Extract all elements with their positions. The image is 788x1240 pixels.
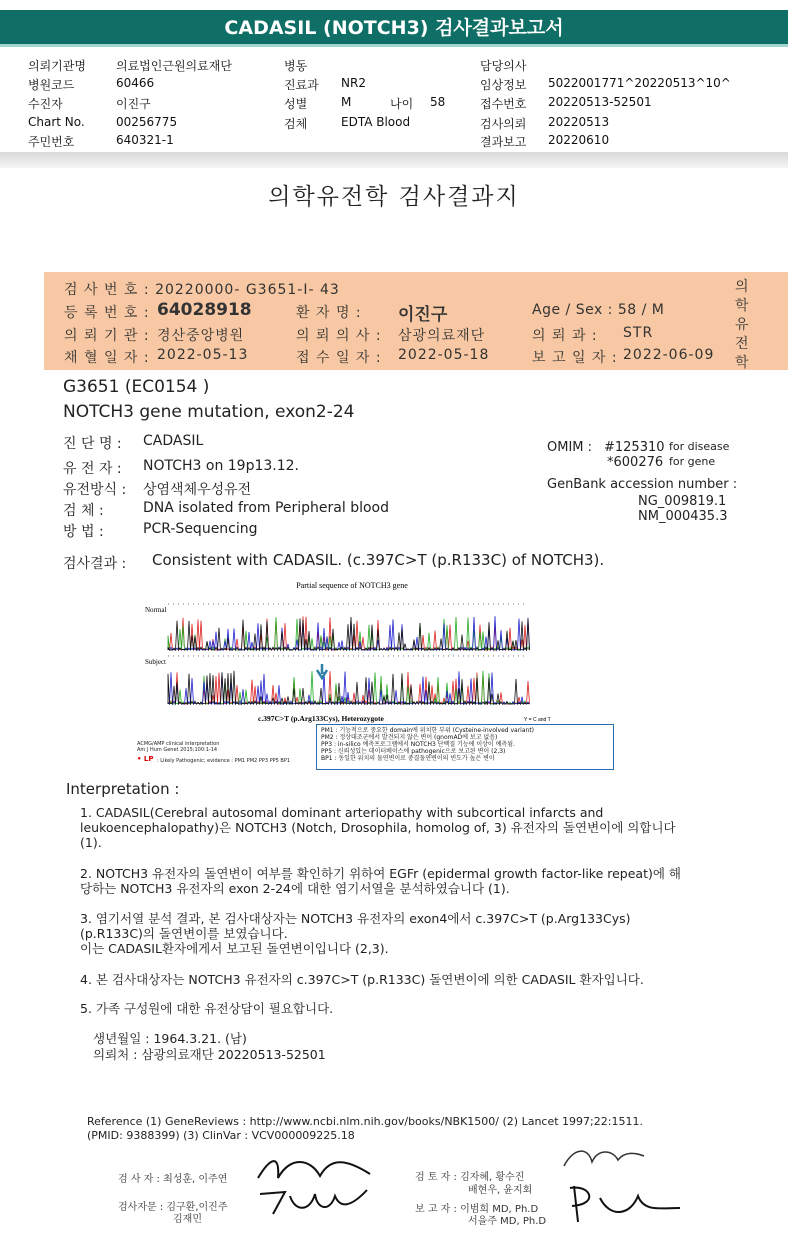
interp-line: 2. NOTCH3 유전자의 돌연변이 여부를 확인하기 위하여 EGFr (epidermal growth factor-like repeat)에 해 [80,866,681,881]
reviewer-2: 배현우, 윤지회 [468,1185,533,1196]
variant-label: c.397C>T (p.Arg133Cys), Heterozygote [258,714,384,723]
consultant-2: 김재민 [173,1214,202,1225]
omim-label: OMIM : [547,440,593,455]
evidence-item: PM2 : 정상대조군에서 발견되지 않은 변이 (gnomAD에 보고 없음) [321,734,498,741]
hospital-label: 의뢰기관명 [28,59,86,73]
code-value: 60466 [116,76,155,90]
vertical-side-label [735,278,749,373]
gene-value: NOTCH3 on 19p13.12. [143,458,300,474]
evidence-item: PP5 : 신뢰성있는 데이터베이스에 pathogenic으로 보고된 변이 (2,3) [321,748,506,755]
result-value: Consistent with CADASIL. (c.397C>T (p.R133C) of NOTCH3). [152,551,605,569]
yct-label: Y = C and T [524,717,551,723]
acmg-label: ACMG/AMP clinical interpretation [137,741,220,747]
age-value: 58 [430,95,446,109]
omim-gene: *600276 [607,455,664,470]
physician-label: 의 뢰 의 사 : [296,328,382,344]
clinical-value: 5022001771^20220513^10^ [548,76,731,90]
specimen-value: EDTA Blood [341,115,411,129]
interp-line: 당하는 NOTCH3 유전자의 exon 2-24에 대한 염기서열을 분석하였습니다 (1). [80,881,510,896]
department-value: STR [623,325,654,341]
consultant: 검사자문 : 김구환,이진주 [118,1202,228,1213]
interp-line: 3. 염기서열 분석 결과, 본 검사대상자는 NOTCH3 유전자의 exon4에서 c.397C>T (p.Arg133Cys) [80,911,631,926]
evidence-item: PM1 : 기능적으로 중요한 domain에 위치한 부위 (Cysteine-involved variant) [321,727,535,734]
interpretation-p1 [80,805,676,850]
receive-date-value: 2022-05-18 [398,347,490,363]
omim-disease: #125310 [604,440,665,455]
draw-date-label: 채 혈 일 자 : [64,350,150,366]
ssn-label: 주민번호 [28,135,75,149]
omim-gene-note: for gene [669,455,716,468]
genbank-nm: NM_000435.3 [638,509,728,524]
reporter: 보 고 자 : 이범희 MD, Ph.D [415,1204,539,1215]
side-char: 학 [735,355,749,371]
side-char: 유 [735,317,749,333]
interp-line: 1. CADASIL(Cerebral autosomal dominant arteriopathy with subcortical infarcts and [80,805,604,820]
reporter-signature [560,1178,690,1226]
dept-label: 진료과 [284,78,319,92]
receipt-value: 20220513-52501 [548,95,652,109]
chart-label: Chart No. [28,115,85,129]
interp-line: (p.R133C)의 돌연변이를 보였습니다. [80,926,288,941]
side-char: 학 [735,298,749,314]
reg-value: 64028918 [157,300,252,320]
report-title-bar [0,10,788,47]
omim-disease-note: for disease [669,440,730,453]
request-label: 검사의뢰 [480,117,527,131]
document-title: 의학유전학 검사결과지 [268,184,520,210]
reference-line: (PMID: 9388399) (3) ClinVar : VCV000009225.18 [87,1129,355,1142]
consultant-signature [255,1182,375,1220]
evidence-item: PP3 : in-silico 예측프로그램에서 NOTCH3 단백질 기능에 이상이 예측됨. [321,741,515,748]
chart-value: 00256775 [116,115,178,129]
patient-value: 이진구 [116,97,151,111]
physician-value: 삼광의료재단 [398,328,486,344]
department-label: 의 뢰 과 : [532,328,598,344]
test-code: G3651 (EC0154 ) [63,377,210,397]
interp-line: leukoencephalopathy)은 NOTCH3 (Notch, Drosophila, homolog of, 3) 유전자의 돌연변이에 의합니다 [80,820,676,835]
interpretation-title: Interpretation : [66,780,180,798]
method-label: 방 법 : [63,524,104,540]
subject-label: Subject [145,658,166,666]
result-label: 검사결과 : [63,556,127,572]
institution-label: 의 뢰 기 관 : [64,328,150,344]
gene-label: 유 전 자 : [63,461,122,477]
interpretation-p3 [80,911,631,956]
sample-label: 검 체 : [63,503,104,519]
interpretation-p5: 5. 가족 구성원에 대한 유전상담이 필요합니다. [80,1001,334,1016]
dept-value: NR2 [341,76,366,90]
subject-trace [168,671,530,704]
reg-label: 등 록 번 호 : [64,305,150,321]
clinical-label: 임상정보 [480,78,527,92]
acmg-ref: Am J Hum Genet 2015;100:1-14 [137,747,218,753]
ssn-value: 640321-1 [116,133,174,147]
receipt-label: 접수번호 [480,97,527,111]
normal-trace [168,616,530,650]
age-label: 나이 [390,97,414,111]
genbank-label: GenBank accession number : [547,477,738,492]
genbank-ng: NG_009819.1 [638,494,727,509]
interpretation-p4: 4. 본 검사대상자는 NOTCH3 유전자의 c.397C>T (p.R133C) 돌연변이에 의한 CADASIL 환자입니다. [80,972,644,987]
report-date-value: 2022-06-09 [623,347,715,363]
result-date-value: 20220610 [548,133,610,147]
inheritance-label: 유전방식 : [63,482,127,498]
side-char: 의 [735,279,749,295]
report-date-label: 보 고 일 자 : [532,350,618,366]
arrow-down-icon [317,664,327,678]
lp-label: • LP [137,755,154,763]
specimen-label: 검체 [284,117,308,131]
diagnosis-label: 진 단 명 : [63,436,122,452]
ward-label: 병동 [284,59,308,73]
reviewer: 검 토 자 : 김자혜, 황수진 [415,1172,525,1183]
patient-name-label: 환 자 명 : [296,305,362,321]
divider-bar [0,152,788,168]
evidence-item: BP1 : 동일한 위치의 돌연변이로 중결돌연변이의 빈도가 높은 변이 [321,755,495,762]
normal-label: Normal [145,606,167,614]
interpretation-p2 [80,866,681,896]
sample-value: DNA isolated from Peripheral blood [143,500,390,516]
method-value: PCR-Sequencing [143,521,258,537]
acmg-evidence-box [316,724,614,770]
reporter-2: 서을주 MD, Ph.D [468,1216,547,1227]
code-label: 병원코드 [28,78,75,92]
figure-title: Partial sequence of NOTCH3 gene [296,581,408,590]
side-char: 전 [735,336,749,352]
inheritance-value: 상염색체우성유전 [143,482,252,498]
interp-line: (1). [80,835,102,850]
interp-line: 이는 CADASIL환자에게서 보고된 돌연변이입니다 (2,3). [80,941,389,956]
sex-label: 성별 [284,97,308,111]
reference [87,1115,643,1143]
draw-date-value: 2022-05-13 [157,347,249,363]
hospital-value: 의료법인근원의료재단 [116,59,232,73]
report-title: CADASIL (NOTCH3) 검사결과보고서 [224,17,564,39]
result-date-label: 결과보고 [480,135,527,149]
institution-value: 경산중앙병원 [157,328,245,344]
age-sex: Age / Sex : 58 / M [532,302,665,318]
lp-evidence: : Likely Pathogenic; evidence : PM1 PM2 PP3 PP5 BP1 [157,758,291,764]
diagnosis-value: CADASIL [143,433,204,449]
reviewer-signature [558,1140,648,1174]
receive-date-label: 접 수 일 자 : [296,350,382,366]
doctor-label: 담당의사 [480,59,527,73]
request-value: 20220513 [548,115,610,129]
sex-value: M [341,95,352,109]
patient-name-value: 이진구 [398,305,448,325]
exam-number: 검 사 번 호 : 20220000- G3651-I- 43 [64,282,340,298]
examiner: 검 사 자 : 최성훈, 이주연 [118,1174,228,1185]
reference-line: Reference (1) GeneReviews : http://www.ncbi.nlm.nih.gov/books/NBK1500/ (2) Lancet 1997;22:1511. [87,1115,643,1128]
birth-date: 생년월일 : 1964.3.21. (남) [93,1031,247,1046]
test-name: NOTCH3 gene mutation, exon2-24 [63,402,355,422]
referrer: 의뢰처 : 삼광의료재단 20220513-52501 [93,1047,326,1062]
patient-label: 수진자 [28,97,63,111]
